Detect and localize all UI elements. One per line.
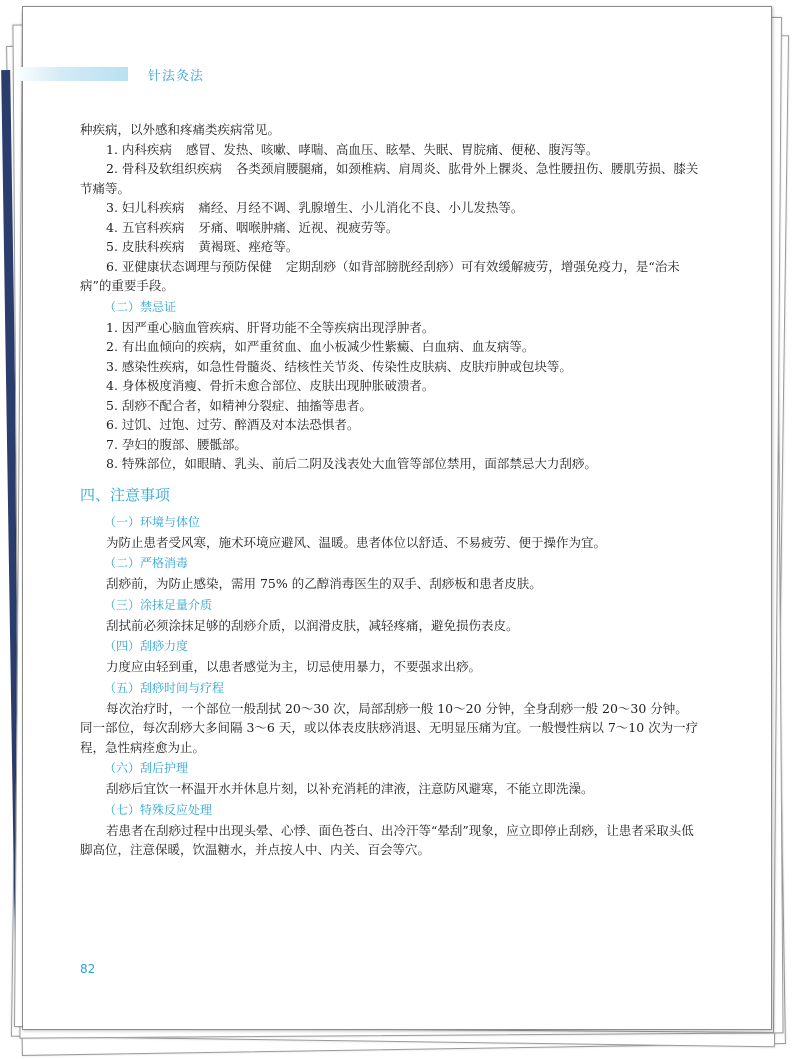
- indication-text: 各类颈肩腰腿痛，如颈椎病、肩周炎、肱骨外上髁炎、急性腰扭伤、腰肌劳损、膝关节痛等。: [80, 161, 699, 196]
- subsection-heading: （五）刮痧时间与疗程: [104, 680, 225, 695]
- contraindications-list: [80, 318, 700, 474]
- contraindication-item: 7. 孕妇的腹部、腰骶部。: [106, 436, 247, 452]
- indication-label: 6. 亚健康状态调理与预防保健: [106, 258, 272, 274]
- subsection-text: 力度应由轻到重，以患者感觉为主，切忌使用暴力，不要强求出痧。: [106, 659, 482, 674]
- indication-label: 3. 妇儿科疾病: [106, 200, 185, 215]
- contraindication-item: 6. 过饥、过饱、过劳、醉酒及对本法恐惧者。: [106, 417, 360, 432]
- contraindication-item: 3. 感染性疾病，如急性骨髓炎、结核性关节炎、传染性皮肤病、皮肤疖肿或包块等。: [106, 358, 572, 374]
- indication-item: [80, 237, 700, 257]
- section-title: 四、注意事项: [80, 485, 171, 504]
- subsection-heading: （三）涂抹足量介质: [104, 597, 213, 612]
- indication-text: 黄褐斑、痤疮等。: [198, 239, 299, 254]
- subsection-text: 为防止患者受风寒，施术环境应避风、温暖。患者体位以舒适、不易疲劳、便于操作为宜。: [106, 534, 607, 550]
- indication-item: [80, 198, 700, 218]
- indication-label: 1. 内科疾病: [106, 141, 172, 157]
- page-number: 82: [80, 962, 96, 976]
- indication-item: [80, 140, 700, 160]
- contraindication-item: 1. 因严重心脑血管疾病、肝肾功能不全等疾病出现浮肿者。: [106, 319, 435, 335]
- subsection-heading: （一）环境与体位: [104, 514, 201, 529]
- running-header-title: 针法灸法: [148, 69, 205, 84]
- header-accent-bar: [14, 67, 128, 81]
- indication-text: 感冒、发热、咳嗽、哮喘、高血压、眩晕、失眠、胃脘痛、便秘、腹泻等。: [185, 141, 599, 157]
- subsection-text: 刮拭前必须涂抹足够的刮痧介质，以润滑皮肤，减轻疼痛，避免损伤表皮。: [106, 617, 519, 633]
- subsection-heading: （七）特殊反应处理: [104, 802, 213, 817]
- page-body: [80, 120, 700, 860]
- indication-label: 4. 五官科疾病: [106, 219, 185, 235]
- subsection-text: 若患者在刮痧过程中出现头晕、心悸、面色苍白、出冷汗等“晕刮”现象，应立即停止刮痧，让患者采取头低脚高位，注意保暖，饮温糖水，并点按人中、内关、百会等穴。: [80, 822, 694, 857]
- indication-text: 牙痛、咽喉肿痛、近视、视疲劳等。: [198, 219, 399, 235]
- contraindication-item: 4. 身体极度消瘦、骨折未愈合部位、皮肤出现肿胀破溃者。: [106, 378, 435, 393]
- indication-label: 5. 皮肤科疾病: [106, 239, 185, 254]
- contraindication-item: 8. 特殊部位，如眼睛、乳头、前后二阴及浅表处大血管等部位禁用，面部禁忌大力刮痧。: [106, 456, 597, 471]
- indication-text: 痛经、月经不调、乳腺增生、小儿消化不良、小儿发热等。: [198, 200, 524, 215]
- contraindication-item: 2. 有出血倾向的疾病，如严重贫血、血小板减少性紫癜、白血病、血友病等。: [106, 339, 535, 354]
- indication-item: [80, 218, 700, 238]
- indication-text: 定期刮痧（如背部膀胱经刮痧）可有效缓解疲劳，增强免疫力，是“治未病”的重要手段。: [80, 258, 680, 293]
- subsection-heading: （二）严格消毒: [104, 556, 189, 570]
- contraindications-heading: （二）禁忌证: [104, 299, 177, 314]
- indication-label: 2. 骨科及软组织疾病: [106, 161, 222, 176]
- subsection-text: 刮痧前，为防止感染，需用 75% 的乙醇消毒医生的双手、刮痧板和患者皮肤。: [106, 576, 542, 591]
- subsection-text: 刮痧后宜饮一杯温开水并休息片刻，以补充消耗的津液，注意防风避寒，不能立即洗澡。: [106, 781, 594, 796]
- indications-list: [80, 140, 700, 296]
- indication-item: [80, 257, 700, 296]
- subsection-text: 每次治疗时，一个部位一般刮拭 20～30 次，局部刮痧一般 10～20 分钟，全身刮痧一般 20～30 分钟。同一部位，每次刮痧大多间隔 3～6 天，或以体表皮肤痧消退、无明显压痛为宜。一般慢性病以 7～10 次为一疗程，急性病痊愈为止。: [80, 700, 699, 755]
- subsection-heading: （六）刮后护理: [104, 761, 189, 775]
- intro-text: 种疾病，以外感和疼痛类疾病常见。: [80, 122, 281, 137]
- indication-item: [80, 159, 700, 198]
- contraindication-item: 5. 刮痧不配合者，如精神分裂症、抽搐等患者。: [106, 397, 372, 413]
- subsection-heading: （四）刮痧力度: [104, 639, 189, 653]
